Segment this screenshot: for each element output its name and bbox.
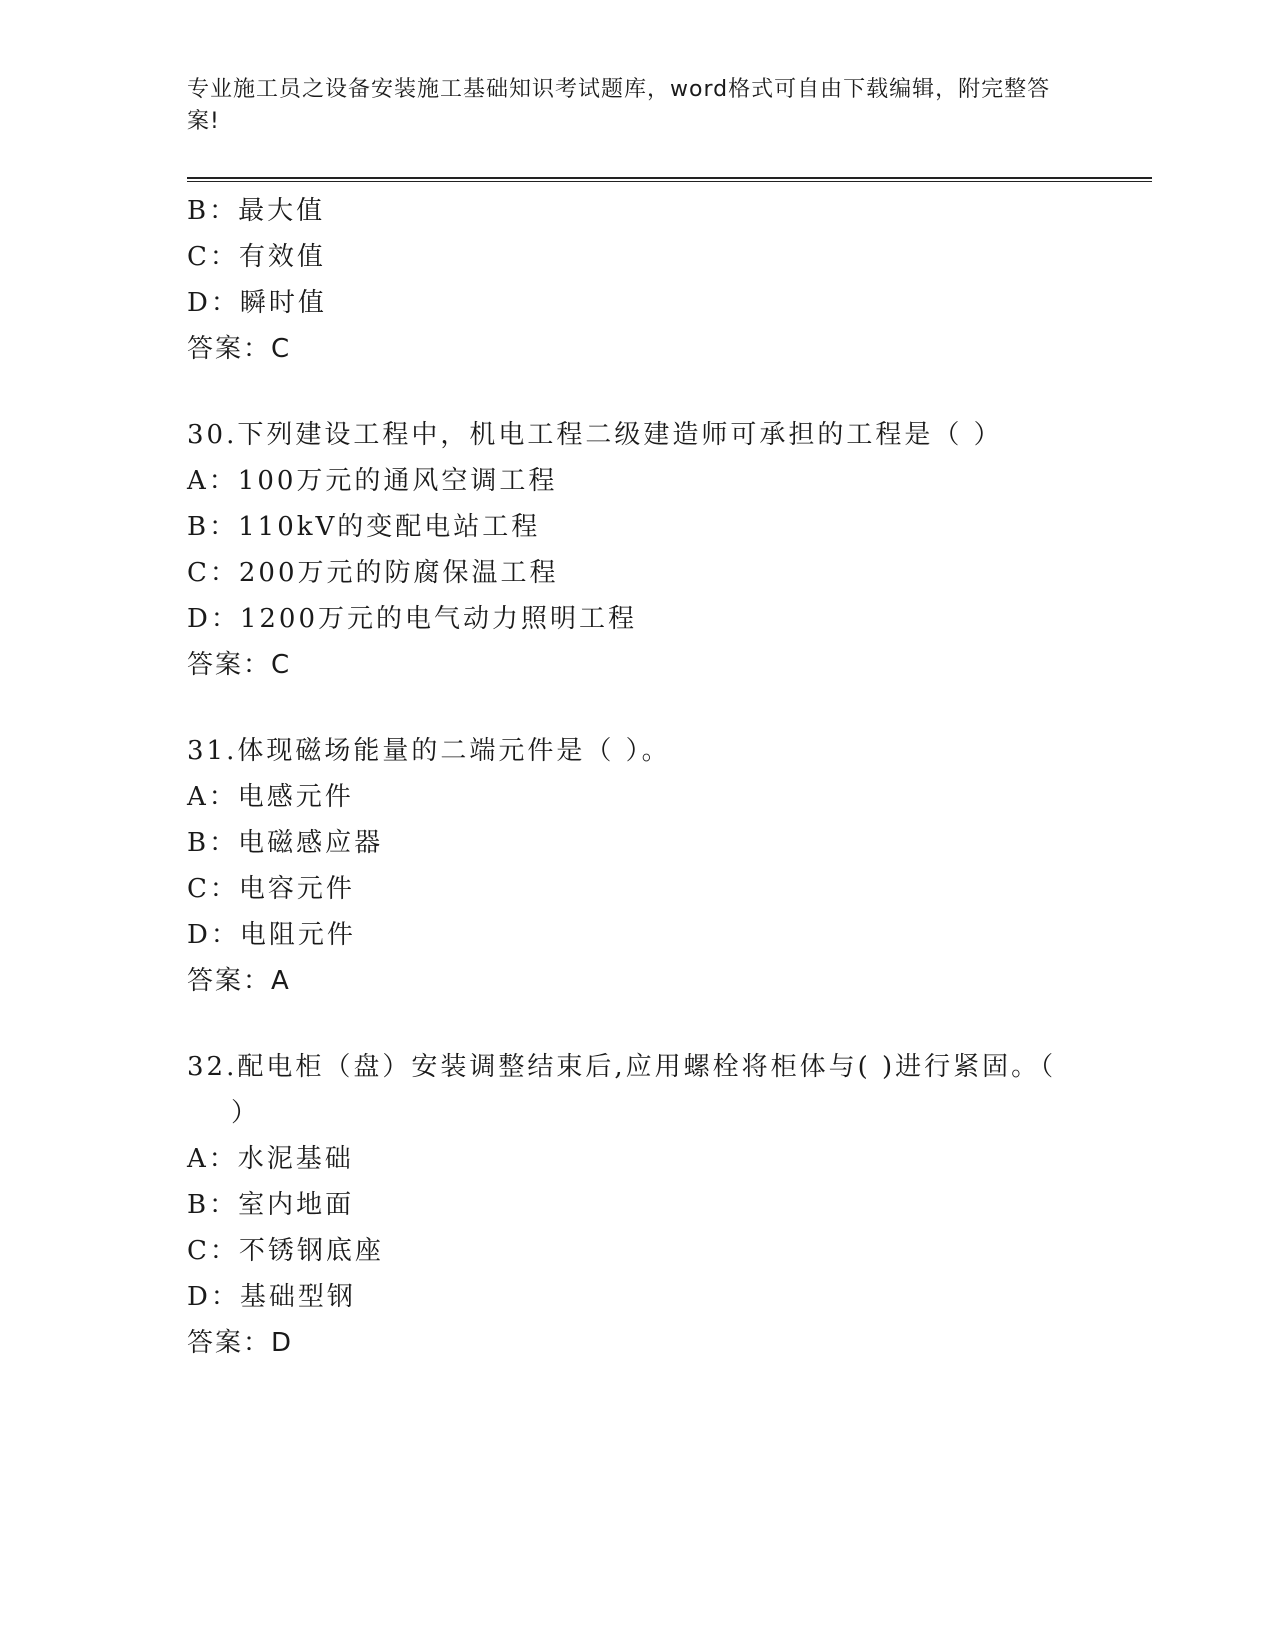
document-header: 专业施工员之设备安装施工基础知识考试题库，word格式可自由下载编辑，附完整答案!: [187, 77, 1051, 134]
option-c: C：电容元件: [187, 874, 355, 904]
question-31: [187, 728, 1087, 1004]
option-d: D：基础型钢: [187, 1282, 356, 1312]
answer-line: 答案：A: [187, 966, 291, 996]
question-32: [187, 1044, 1087, 1366]
option-c: C：200万元的防腐保温工程: [187, 558, 559, 588]
question-list: [187, 188, 1087, 1366]
option-d: D：1200万元的电气动力照明工程: [187, 604, 638, 634]
option-c: C：有效值: [187, 242, 326, 272]
answer-line: 答案：C: [187, 650, 292, 680]
option-c: C：不锈钢底座: [187, 1236, 384, 1266]
previous-question-tail: [187, 188, 1087, 372]
option-b: B：电磁感应器: [187, 828, 384, 858]
option-d: D：瞬时值: [187, 288, 327, 318]
answer-line: 答案：C: [187, 334, 292, 364]
question-stem: 30.下列建设工程中，机电工程二级建造师可承担的工程是（ ）: [187, 420, 1003, 450]
option-b: B：最大值: [187, 196, 326, 226]
option-a: A：水泥基础: [187, 1144, 354, 1174]
option-b: B：110kV的变配电站工程: [187, 512, 541, 542]
option-a: A：电感元件: [187, 782, 354, 812]
option-d: D：电阻元件: [187, 920, 356, 950]
question-stem: 31.体现磁场能量的二端元件是（ ）。: [187, 736, 671, 766]
question-stem-line-1: 32.配电柜（盘）安装调整结束后,应用螺栓将柜体与( )进行紧固。（: [187, 1052, 1057, 1082]
header-divider: [187, 177, 1152, 182]
answer-line: 答案：D: [187, 1328, 294, 1358]
question-30: [187, 412, 1087, 688]
question-stem-line-2: ）: [231, 1098, 261, 1128]
option-a: A：100万元的通风空调工程: [187, 466, 558, 496]
option-b: B：室内地面: [187, 1190, 355, 1220]
